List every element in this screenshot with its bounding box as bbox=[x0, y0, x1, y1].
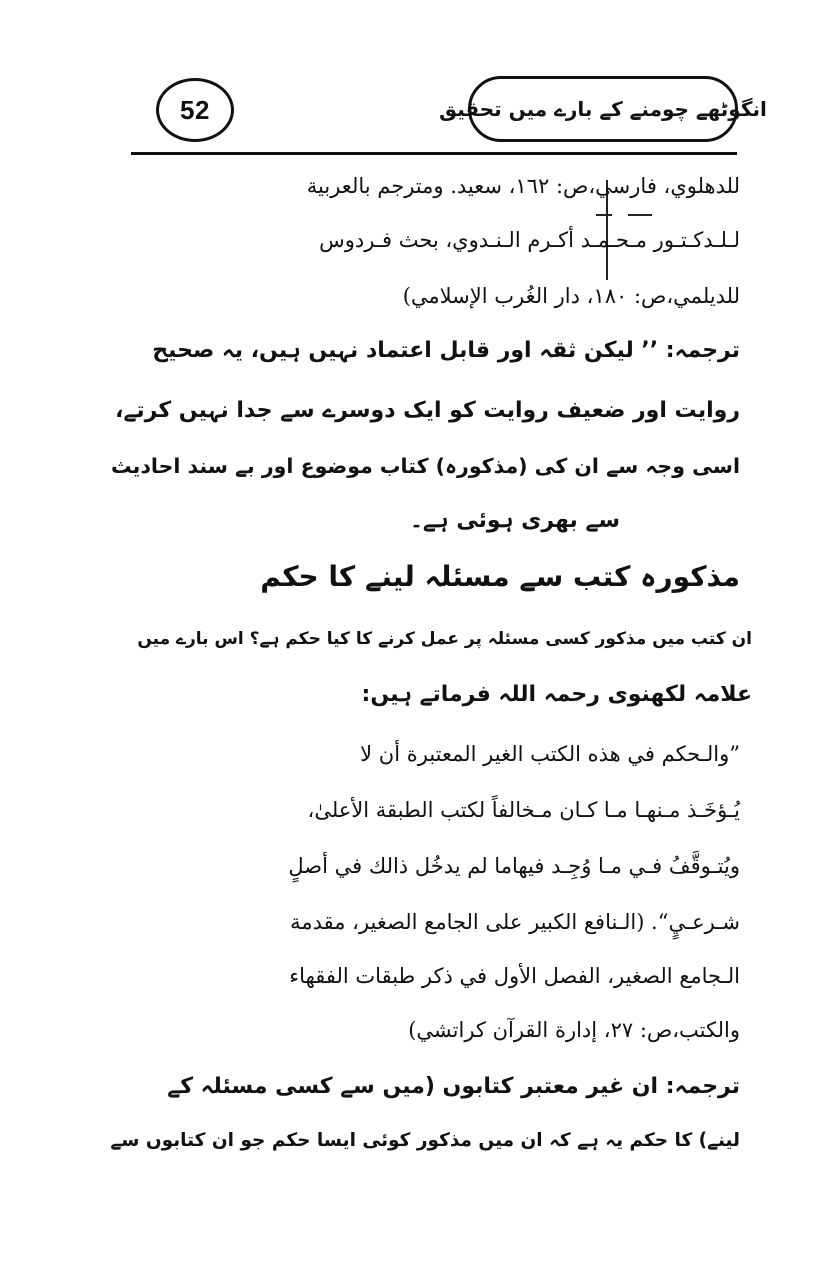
page-number: 52 bbox=[180, 95, 210, 125]
paragraph-line: ان کتب میں مذکور کسی مسئلہ پر عمل کرنے کا کیا حکم ہے؟ اس بارے میں bbox=[137, 629, 752, 649]
paragraph-line: علامہ لکھنوی رحمہ اللہ فرماتے ہیں: bbox=[361, 682, 752, 707]
translation-line: اسی وجہ سے ان کی (مذکورہ) کتاب موضوع اور بے سند احادیث bbox=[110, 454, 740, 478]
translation-line: لینے) کا حکم یہ ہے کہ ان میں مذکور کوئی ایسا حکم جو ان کتابوں سے bbox=[110, 1130, 740, 1151]
quote-line: يُـؤخَـذ مـنهـا مـا كـان مـخالفاً لكتب الطبقة الأعلىٰ، bbox=[307, 798, 740, 822]
translation-line: روایت اور ضعیف روایت کو ایک دوسرے سے جدا نہیں کرتے، bbox=[115, 398, 740, 423]
footnote-line: لـلـدكـتـور مـحـمـد أكـرم الـنـدوي، بحث فـردوس bbox=[319, 228, 740, 252]
page-body bbox=[110, 168, 752, 1258]
quote-line: ”والـحكم في هذه الكتب الغير المعتبرة أن لا bbox=[360, 742, 740, 766]
footnote-line: للديلمي،ص: ١٨٠، دار الغُرب الإسلامي) bbox=[402, 284, 740, 308]
header-divider bbox=[131, 152, 737, 155]
quote-line: والكتب،ص: ٢٧، إدارة القرآن كراتشي) bbox=[408, 1018, 740, 1042]
section-heading: مذکورہ کتب سے مسئلہ لینے کا حکم bbox=[260, 560, 740, 593]
footnote-line: للدهلوي، فارسي،ص: ١٦٢، سعيد. ومترجم بالعربية bbox=[306, 174, 740, 198]
page-number-frame bbox=[156, 78, 234, 142]
translation-line: ترجمہ: ’’ لیکن ثقہ اور قابل اعتماد نہیں ہیں، یہ صحیح bbox=[152, 338, 740, 363]
running-title: انگوٹھے چومنے کے بارے میں تحقیق bbox=[439, 97, 767, 121]
translation-line: سے بھری ہوئی ہے۔ bbox=[409, 508, 620, 533]
translation-line: ترجمہ: ان غیر معتبر کتابوں (میں سے کسی مسئلہ کے bbox=[167, 1074, 740, 1099]
running-title-frame bbox=[439, 76, 767, 142]
quote-line: الـجامع الصغير، الفصل الأول في ذكر طبقات الفقهاء bbox=[289, 964, 740, 988]
quote-line: ويُتـوقَّفُ فـي مـا وُجِـد فيهاما لم يدخُل ذالك في أصلٍ bbox=[288, 854, 740, 878]
quote-line: شـرعـيٍ“. (الـنافع الكبير على الجامع الصغير، مقدمة bbox=[290, 910, 740, 934]
